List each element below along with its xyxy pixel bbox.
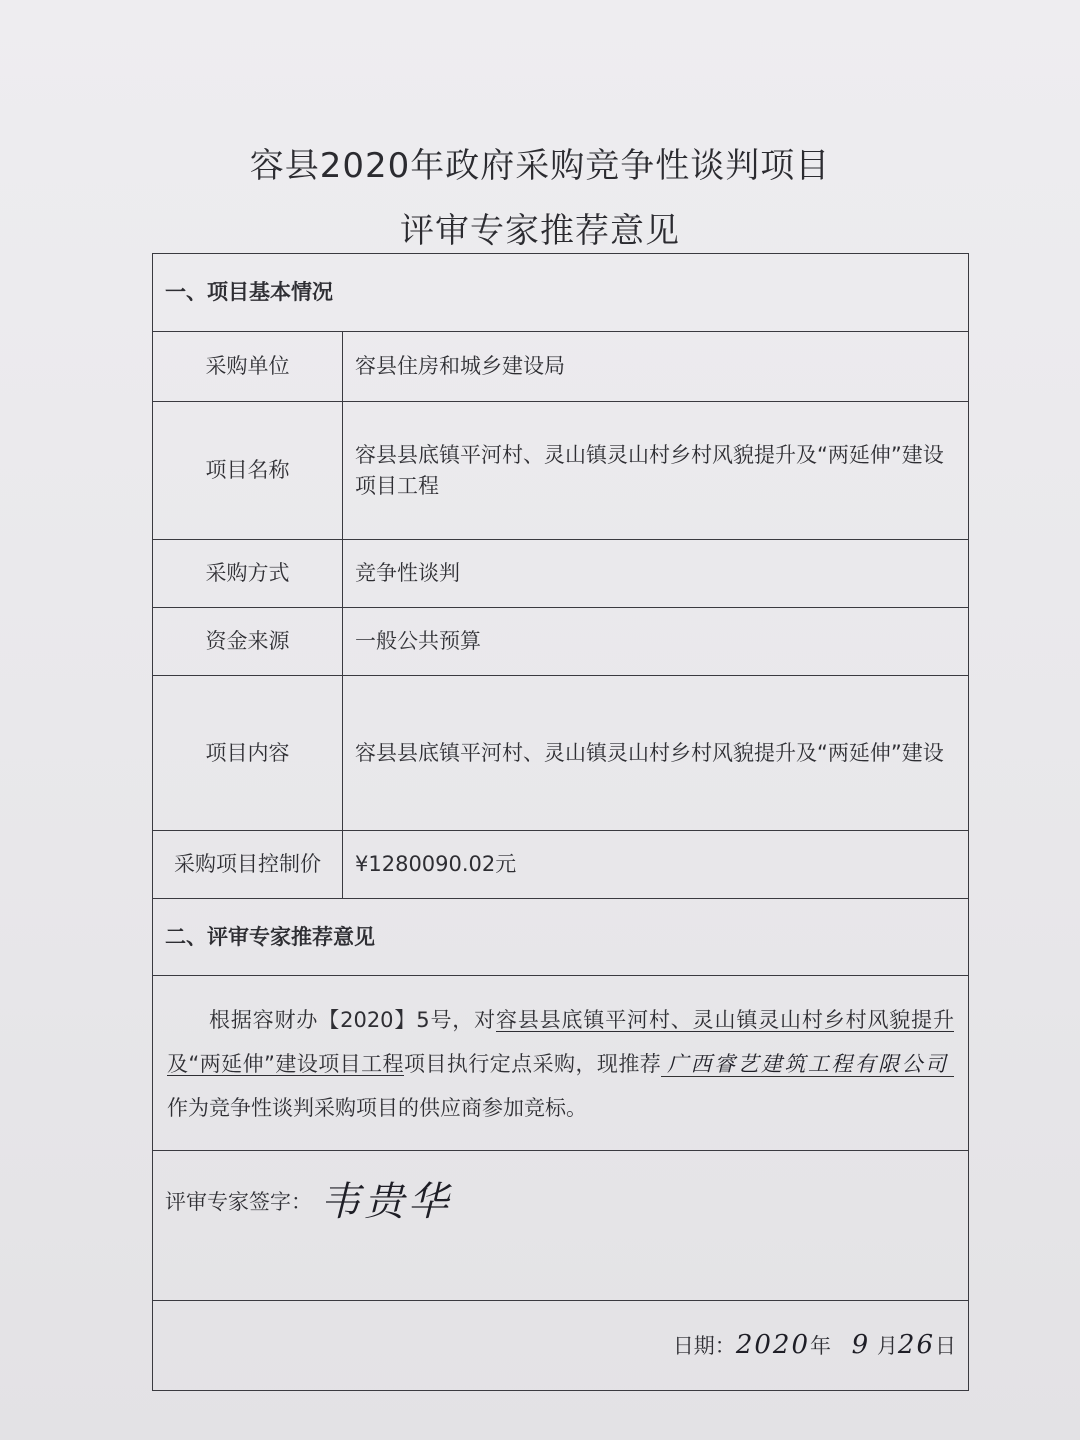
row-value: 竞争性谈判: [343, 540, 969, 608]
section-title: 一、项目基本情况: [153, 254, 969, 332]
table-row: [153, 831, 969, 899]
opinion-part3: 作为竞争性谈判采购项目的供应商参加竞标。: [167, 1096, 587, 1120]
document-subtitle: 评审专家推荐意见: [400, 211, 680, 251]
handwritten-month: 9: [851, 1329, 871, 1360]
handwritten-supplier: 广西睿艺建筑工程有限公司: [661, 1052, 954, 1077]
recommendation-form: [152, 253, 969, 1391]
opinion-part1: 根据容财办【2020】5号，对: [209, 1008, 496, 1032]
opinion-cell: [153, 976, 969, 1151]
opinion-project-name: 容县县底镇平河村、灵山镇灵山村乡村风貌提升及“两延伸”建设项目工程: [167, 1008, 954, 1076]
row-label: 采购单位: [153, 332, 343, 402]
row-label: 资金来源: [153, 608, 343, 676]
row-label: 采购方式: [153, 540, 343, 608]
date-cell: [153, 1301, 969, 1391]
row-value: ¥1280090.02元: [343, 831, 969, 899]
signature-cell: [153, 1151, 969, 1301]
opinion-part2: 项目执行定点采购，现推荐: [403, 1052, 662, 1076]
signature-row: [153, 1151, 969, 1301]
opinion-text: [165, 996, 956, 1130]
signature-label: 评审专家签字：: [165, 1190, 312, 1214]
table-row: [153, 540, 969, 608]
row-value: 容县县底镇平河村、灵山镇灵山村乡村风貌提升及“两延伸”建设: [343, 676, 969, 831]
handwritten-day: 26: [897, 1329, 935, 1360]
date-label: 日期：: [672, 1333, 736, 1358]
handwritten-year: 2020: [735, 1329, 810, 1360]
section-basic-info-header: [153, 254, 969, 332]
table-row: [153, 676, 969, 831]
month-unit: 月: [876, 1333, 898, 1358]
year-unit: 年: [809, 1333, 831, 1358]
date-row: [153, 1301, 969, 1391]
day-unit: 日: [935, 1333, 956, 1358]
row-label: 项目内容: [153, 676, 343, 831]
table-row: [153, 332, 969, 402]
row-value: 容县住房和城乡建设局: [343, 332, 969, 402]
row-label: 项目名称: [153, 402, 343, 540]
row-label: 采购项目控制价: [153, 831, 343, 899]
table-row: [153, 402, 969, 540]
section-opinion-header: [153, 899, 969, 976]
handwritten-signature: 韦贵华: [320, 1179, 452, 1225]
row-value: 容县县底镇平河村、灵山镇灵山村乡村风貌提升及“两延伸”建设项目工程: [343, 402, 969, 540]
table-row: [153, 608, 969, 676]
row-value: 一般公共预算: [343, 608, 969, 676]
section-title: 二、评审专家推荐意见: [153, 899, 969, 976]
document-title: 容县2020年政府采购竞争性谈判项目: [249, 146, 831, 186]
opinion-row: [153, 976, 969, 1151]
